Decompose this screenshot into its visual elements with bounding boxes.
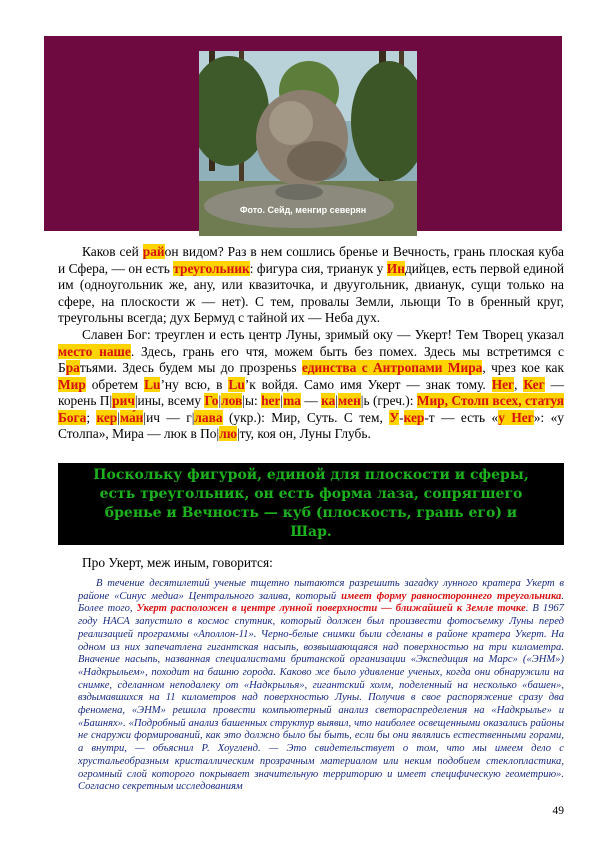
photo-block [44,36,562,231]
photo-caption: Фото. Сейд, менгир северян [239,205,367,215]
paragraph-2: Славен Бог: треуглен и есть центр Луны, зримый оку — Укерт! Тем Творец указал место наше. Здесь, грань его чтя, можем быть без помех. Здесь мы встретимся с Братьями. Здесь будем мы до прозреньs единства с Антропами Мира, чрез кое как Мир обретем Lu’ну всю, в Lu’к войдя. Само имя Укерт — знак тому. Нег, Кег — корень П|рич|ины, всему Го|лов|ы: her|ma — ка|мен|ь (греч.): Мир, Столп всех, статуя Бога; кер|ма́н|ич — г|лава (укр.): Мир, Суть. С тем, У-кер-т — есть «у Нег»: «у Столпа», Мира — люк в По|лю|ту, коя он, Луны Глубь. [58,327,564,441]
paragraph-1: Каков сей район видом? Раз в нем сошлись бренье и Вечность, грань плоская куба и Сфера, — он есть треугольник: фигура сия, трианук у Индийцев, есть первой единой им (одноугольник же, ану, или квазиточка, и двуугольник, двианук, сущи только на сфере, на плоскости ж — нет). С тем, провалы Земли, льющи То в бренный круг, треугольны всегда; дух Бермуд с тайной их — Неба дух. [58,244,564,325]
quote-block: Поскольку фигурой, единой для плоскости и сферы, есть треугольник, он есть форма лаза, сопрягшего бренье и Вечность — куб (плоскость, грань его) и Шар. [58,463,564,545]
intro-line: Про Укерт, меж иным, говорится: [82,555,273,570]
citation-block: В течение десятилетий ученые тщетно пытаются разрешить загадку лунного кратера Укерт в районе «Синус медиа» Центрального залива, который имеет форму равностороннего треугольника. Более того, Укерт расположен в центре лунной поверхности — ближайшей к Земле точке. В 1967 году НАСА запустило в космос спутник, который должен был произвести фотосъемку Луны перед реализацией программы «Аполлон-11». Черно-белые снимки были сделаны в районе кратера Укерт. На одном из них запечатлена гигантская насыпь, возвышающаяся над поверхностью на три километра. Вначение насыпь, названная специалистами британской организации «Экспедиция на Марс» («ЭНМ») «Надкрыльем», походит на башню города. Каково же было удивление ученых, когда они обнаружили на снимке, сделанном неподалеку от «Надкрылья», гигантский холм, поделенный на несколько «башен», вздымавшихся на 11 километров над поверхностью Луны. Получив в свое распоряжение сразу два феномена, «ЭНМ» решила провести компьютерный анализ светораспределения на «Надкрылье» и «Башнях». «Подробный анализ башенных структур выявил, что наиболее освещенными оказались районы не снаружи формирований, как это должно было бы быть, если бы они являлись естественными горами, а внутри, — объяснил Р. Хоугленд. — Это свидетельствует о том, что мы имеем дело с хрустальеобразным кристаллическим прозрачным материалом или неким подобием стеклопластика, огромный слой которого покрывает значительную территорию и имеет специфическую геометрию». Согласно секретным исследованиям [78,578,564,793]
page-number: 49 [552,805,564,817]
